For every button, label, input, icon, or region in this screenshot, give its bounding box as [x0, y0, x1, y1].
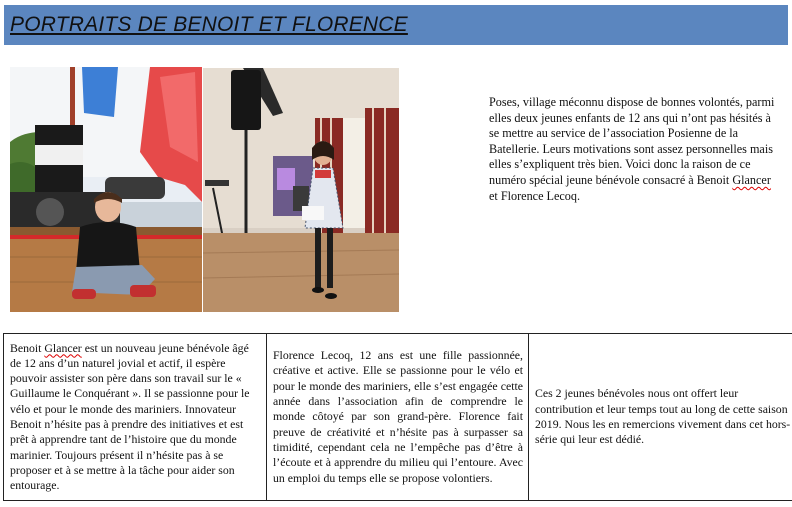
bio-benoit: [4, 334, 267, 501]
bio-florence: Florence Lecoq, 12 ans est une fille passionnée, créative et active. Elle se passionne pour le vélo et pour le monde des mariniers, elle s’est engagée cette année dans l’association afin de comprendre le monde côtoyé par son grand-père. Florence fait preuve de créativité et n’hésite pas à surpasser sa timidité, cependant cela ne l’empêche pas d’être à l’écoute et à apprendre du milieu qui l’entoure. Avec un emploi du temps elle se propose volontiers.: [267, 334, 529, 501]
thanks-note: Ces 2 jeunes bénévoles nous ont offert leur contribution et leur temps tout au long de cette saison 2019. Nous les en remercions vivement dans cet hors-série qui leur est dédié.: [529, 334, 792, 501]
bios-table: [3, 333, 792, 501]
title-banner: [4, 5, 788, 45]
photo-florence-in-room-icon: [203, 68, 399, 312]
bio-benoit-name: Glancer: [44, 340, 82, 355]
intro-name-glancer: Glancer: [732, 172, 771, 187]
bios-row: [4, 334, 792, 501]
photo-benoit: [10, 67, 202, 312]
bio-benoit-start: Benoit: [10, 340, 45, 355]
photo-benoit-on-boat-icon: [10, 67, 202, 312]
intro-paragraph: [489, 95, 779, 204]
photo-florence: [203, 68, 399, 312]
intro-text-end: et Florence Lecoq.: [489, 188, 581, 203]
bio-benoit-text: est un nouveau jeune bénévole âgé de 12 ans d’un naturel jovial et actif, il espère pouvoir assister son père dans son travail sur le « Guillaume le Conquérant ». Il se passionne pour le vélo et pour le monde des mariniers. Innovateur Benoit n’hésite pas à prendre des initiatives et est prêt à apprendre tant de l’histoire que du monde marinier. Toujours présent il n’hésite pas à se proposer et à se mettre à la tâche pour aider son entourage.: [10, 340, 250, 493]
page-title: PORTRAITS DE BENOIT ET FLORENCE: [10, 13, 408, 36]
intro-text: Poses, village méconnu dispose de bonnes volontés, parmi elles deux jeunes enfants de 12 ans qui n’ont pas hésités à se mettre au service de l’association Posienne de la Batellerie. Leurs motivations sont assez personnelles mais elles s’expliquent très bien. Voici donc la raison de ce numéro spécial jeune bénévole consacré à Benoit: [489, 95, 775, 187]
